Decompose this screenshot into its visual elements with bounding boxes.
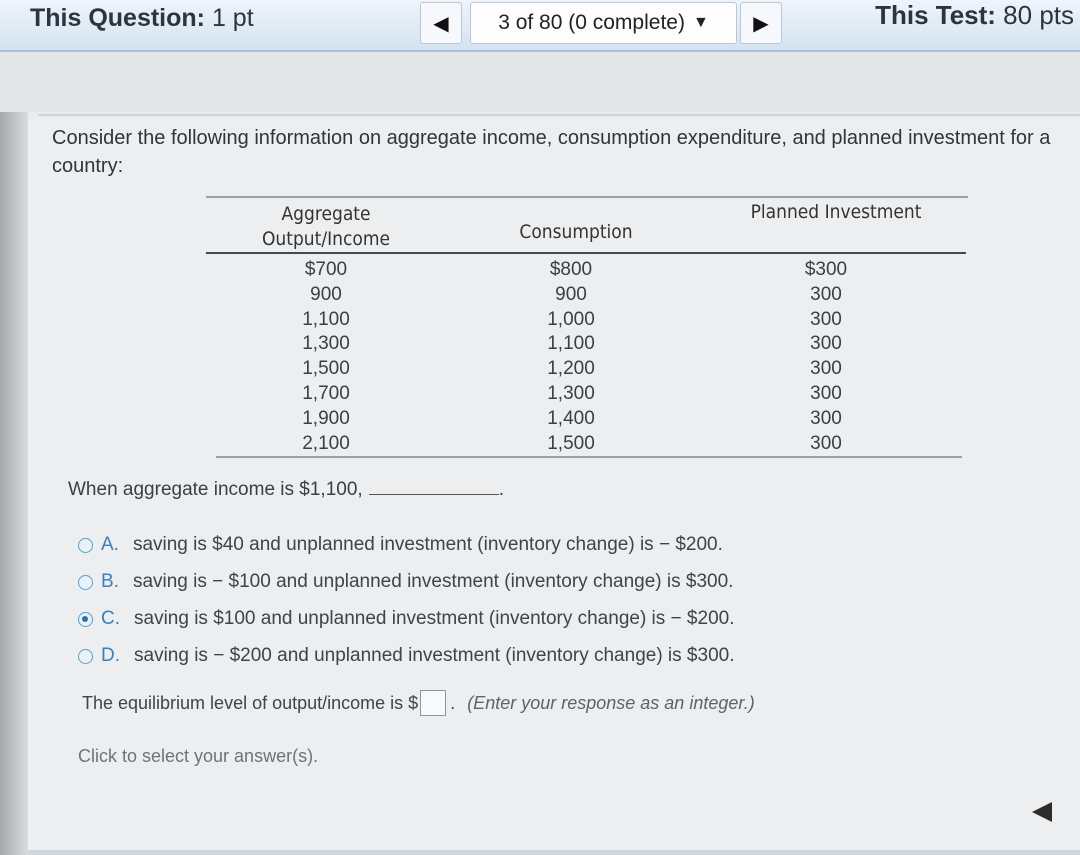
table-cell: 1,300	[547, 382, 595, 404]
prompt-text: When aggregate income is $1,100,	[68, 479, 363, 500]
table-cell: $700	[304, 259, 348, 280]
header-aggregate-income: Aggregate Output/Income	[261, 203, 391, 250]
header-consumption: Consumption	[519, 221, 633, 243]
table-cell: 1,900	[302, 407, 350, 429]
next-question-button[interactable]	[740, 2, 782, 44]
table-cell: 300	[810, 283, 842, 305]
table-cell: 900	[555, 283, 587, 305]
table-cell: 1,500	[547, 432, 595, 454]
table-cell: 300	[810, 407, 842, 429]
equilibrium-hint: (Enter your response as an integer.)	[467, 692, 755, 713]
radio-button[interactable]	[78, 538, 93, 553]
left-edge	[0, 0, 28, 855]
equilibrium-answer-input[interactable]	[420, 690, 446, 716]
header-planned-investment: Planned Investment	[750, 201, 922, 223]
table-cell: $300	[804, 259, 848, 280]
previous-question-button[interactable]	[420, 2, 462, 44]
table-cell: 300	[810, 308, 842, 330]
question-intro: Consider the following information on aggregate income, consumption expenditure, and planned investment for a country:	[52, 127, 1051, 177]
option-d[interactable]	[78, 641, 734, 671]
option-text: saving is $100 and unplanned investment (inventory change) is − $200.	[134, 608, 735, 629]
table-cell: 1,200	[547, 358, 595, 380]
option-text: saving is − $100 and unplanned investment (inventory change) is $300.	[132, 571, 734, 592]
option-text: saving is $40 and unplanned investment (inventory change) is − $200.	[132, 534, 723, 555]
table-cell: 1,000	[547, 308, 595, 330]
option-letter: B.	[101, 571, 119, 592]
table-cell: 1,100	[547, 333, 595, 355]
option-text: saving is − $200 and unplanned investment (inventory change) is $300.	[134, 645, 735, 666]
table-cell: 300	[810, 382, 842, 404]
table-top-rule	[206, 196, 968, 198]
table-cell: 1,100	[302, 308, 350, 330]
click-to-select-hint: Click to select your answer(s).	[78, 746, 319, 766]
question-prompt: When aggregate income is $1,100, .	[68, 479, 504, 500]
equilibrium-question	[82, 690, 755, 716]
test-points-value: 80 pts	[1003, 0, 1074, 30]
table-cell: 1,400	[547, 407, 595, 429]
progress-text: 3 of 80 (0 complete)	[498, 11, 685, 34]
table-cell: 2,100	[302, 432, 350, 454]
question-points-value: 1 pt	[211, 4, 254, 32]
radio-button-selected[interactable]	[78, 612, 93, 627]
table-cell: 300	[810, 333, 842, 355]
table-cell: 1,700	[302, 382, 350, 404]
answer-blank	[369, 478, 499, 495]
column-planned-investment	[736, 258, 916, 456]
option-c[interactable]	[78, 604, 734, 634]
table-header-rule	[206, 252, 966, 254]
triangle-right-icon: ▶	[753, 12, 769, 35]
triangle-left-icon: ◀	[433, 12, 449, 35]
equilibrium-label: The equilibrium level of output/income is $	[82, 692, 419, 713]
option-letter: C.	[101, 608, 120, 629]
table-cell: 1,500	[302, 358, 350, 380]
table-cell: 300	[810, 432, 842, 454]
question-points	[30, 4, 254, 33]
toolbar-band	[0, 52, 1080, 112]
table-cell: 300	[810, 358, 842, 380]
table-cell: 900	[310, 283, 342, 305]
triangle-left-icon[interactable]	[1032, 802, 1052, 822]
radio-button[interactable]	[78, 575, 93, 590]
question-progress-dropdown[interactable]	[470, 2, 737, 44]
table-cell: $800	[549, 259, 593, 280]
dropdown-arrow-icon: ▼	[692, 14, 709, 31]
bottom-strip	[28, 850, 1080, 855]
radio-button[interactable]	[78, 649, 93, 664]
test-points-label: This Test:	[875, 0, 996, 30]
content-divider	[38, 114, 1080, 116]
column-aggregate-income	[236, 258, 416, 456]
question-header-bar	[0, 0, 1080, 52]
option-letter: A.	[101, 534, 119, 555]
test-points	[875, 0, 1074, 31]
option-letter: D.	[101, 645, 120, 666]
table-cell: 1,300	[302, 333, 350, 355]
option-b[interactable]	[78, 567, 733, 597]
period-text: .	[450, 692, 456, 713]
question-points-label: This Question:	[30, 4, 205, 32]
option-a[interactable]	[78, 530, 723, 560]
column-consumption	[476, 258, 666, 456]
table-bottom-rule	[216, 456, 962, 458]
